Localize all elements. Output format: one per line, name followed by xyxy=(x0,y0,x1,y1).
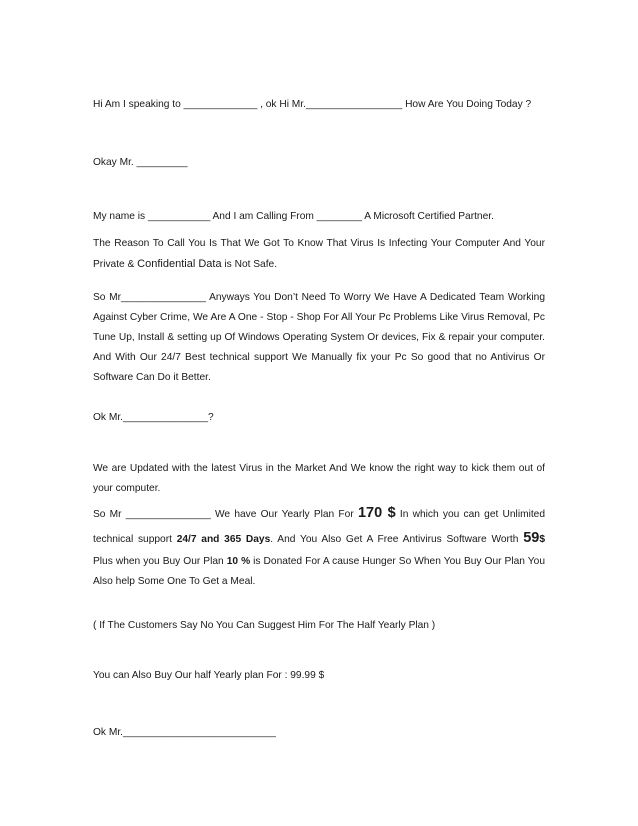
yearly-plan-paragraph xyxy=(93,502,545,592)
okay-line: Okay Mr. _________ xyxy=(93,157,188,168)
reason-text-end: is Not Safe. xyxy=(221,259,278,270)
yearly-price: 170 $ xyxy=(357,505,396,521)
support-hours: 24/7 and 365 Days xyxy=(176,534,271,545)
antivirus-worth: 59 xyxy=(523,530,540,546)
half-yearly-note: ( If The Customers Say No You Can Suggest Him For The Half Yearly Plan ) xyxy=(93,620,436,631)
reason-paragraph xyxy=(93,234,545,275)
yearly-plan-line-1: So Mr _______________ We have Our Yearly Plan For 170 $ In which you can get Unlimited xyxy=(93,505,546,521)
updated-paragraph: We are Updated with the latest Virus in the Market And We know the right way to kick them out of your computer. xyxy=(93,463,545,494)
donation-percent: 10 % xyxy=(226,556,251,567)
introduction-line: My name is ___________ And I am Calling From ________ A Microsoft Certified Partner. xyxy=(93,211,494,222)
greeting-line: Hi Am I speaking to _____________ , ok Hi Mr._________________ How Are You Doing Today ? xyxy=(93,99,532,110)
reason-text: The Reason To Call You Is That We Got To Know That Virus Is Infecting Your Computer And Your Private & xyxy=(93,238,545,270)
yearly-plan-line-3: Plus when you Buy Our Plan 10 % is Donated For A cause Hunger So When You Buy Our Plan You Also help Some One To Get a Meal. xyxy=(93,556,545,587)
ok-mr-line: Ok Mr._______________? xyxy=(93,412,214,423)
half-yearly-price-line: You can Also Buy Our half Yearly plan For : 99.99 $ xyxy=(93,670,325,681)
team-paragraph: So Mr_______________ Anyways You Don’t Need To Worry We Have A Dedicated Team Working Against Cyber Crime, We Are A One - Stop - Shop For All Your Pc Problems Like Virus Removal, Pc Tune Up, Install & setting up Of Windows Operating System Or devices, Fix & repair your computer. And With Our 24/7 Best technical support We Manually fix your Pc So good that no Antivirus Or Software Can Do it Better. xyxy=(93,292,545,383)
closing-line: Ok Mr.___________________________ xyxy=(93,727,276,738)
confidential-data-text: Confidential Data xyxy=(137,258,222,270)
yearly-plan-line-2: technical support 24/7 and 365 Days. And You Also Get A Free Antivirus Software Worth 59$ xyxy=(93,530,545,546)
antivirus-unit: $ xyxy=(539,534,545,545)
